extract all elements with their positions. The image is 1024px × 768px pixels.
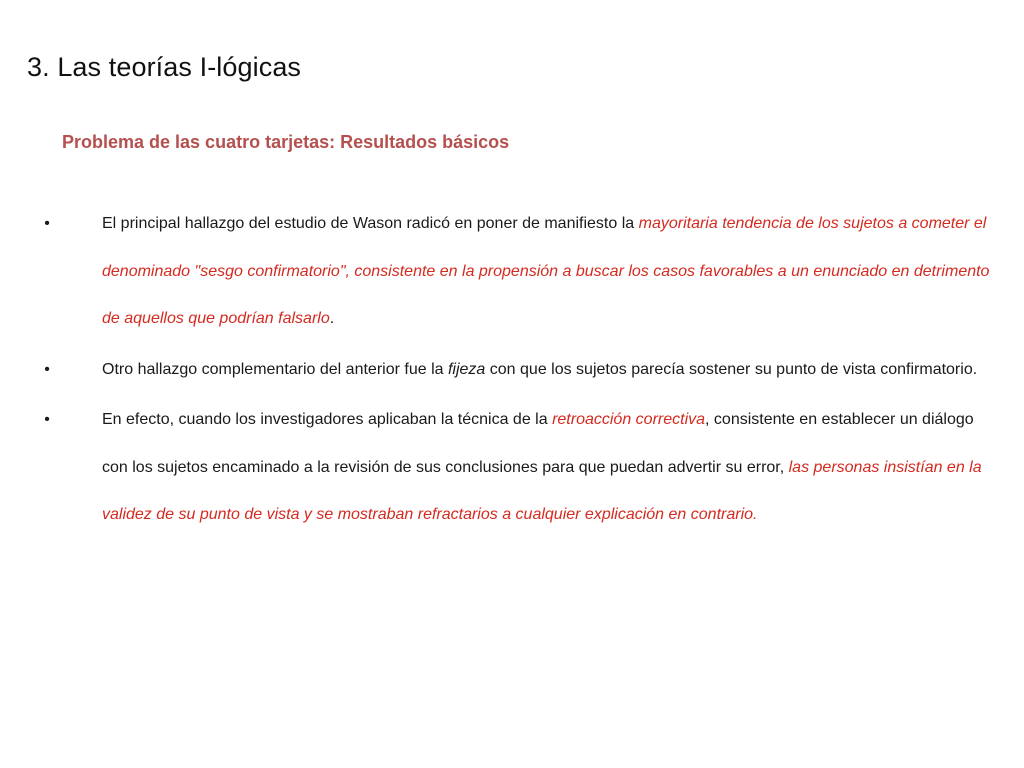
slide-subtitle: Problema de las cuatro tarjetas: Resultados básicos	[62, 132, 510, 152]
bullet-item	[40, 396, 990, 539]
bullet-icon: •	[44, 360, 50, 378]
italic-text: fijeza	[447, 360, 486, 378]
bullet-item	[40, 200, 990, 343]
bullet-list	[40, 200, 990, 542]
bullet-item	[40, 346, 990, 394]
text-segment: .	[329, 310, 335, 327]
bullet-text	[102, 411, 982, 523]
text-segment: En efecto, cuando los investigadores aplicaban la técnica de la	[102, 411, 553, 428]
highlighted-text: las personas insistían en la validez de su punto de vista y se mostraban refractarios a cualquier explicación en contrario.	[102, 458, 982, 523]
slide-title: 3. Las teorías I-lógicas	[27, 52, 302, 82]
bullet-icon: •	[44, 215, 50, 232]
bullet-text	[102, 361, 977, 378]
text-segment: El principal hallazgo del estudio de Wason radicó en poner de manifiesto la	[102, 215, 639, 232]
bullet-text	[102, 215, 989, 327]
text-segment: Otro hallazgo complementario del anterior fue la	[102, 360, 448, 378]
text-segment: con que los sujetos parecía sostener su punto de vista confirmatorio.	[485, 360, 978, 378]
bullet-icon: •	[44, 411, 50, 428]
highlighted-text: mayoritaria tendencia de los sujetos a cometer el denominado "sesgo confirmatorio", consistente en la propensión a buscar los casos favorables a un enunciado en detrimento de aquellos que podrían falsarlo	[102, 215, 990, 327]
highlighted-text: retroacción correctiva	[552, 411, 706, 428]
text-segment: , consistente en establecer un diálogo con los sujetos encaminado a la revisión de sus conclusiones para que puedan advertir su error,	[102, 411, 974, 476]
